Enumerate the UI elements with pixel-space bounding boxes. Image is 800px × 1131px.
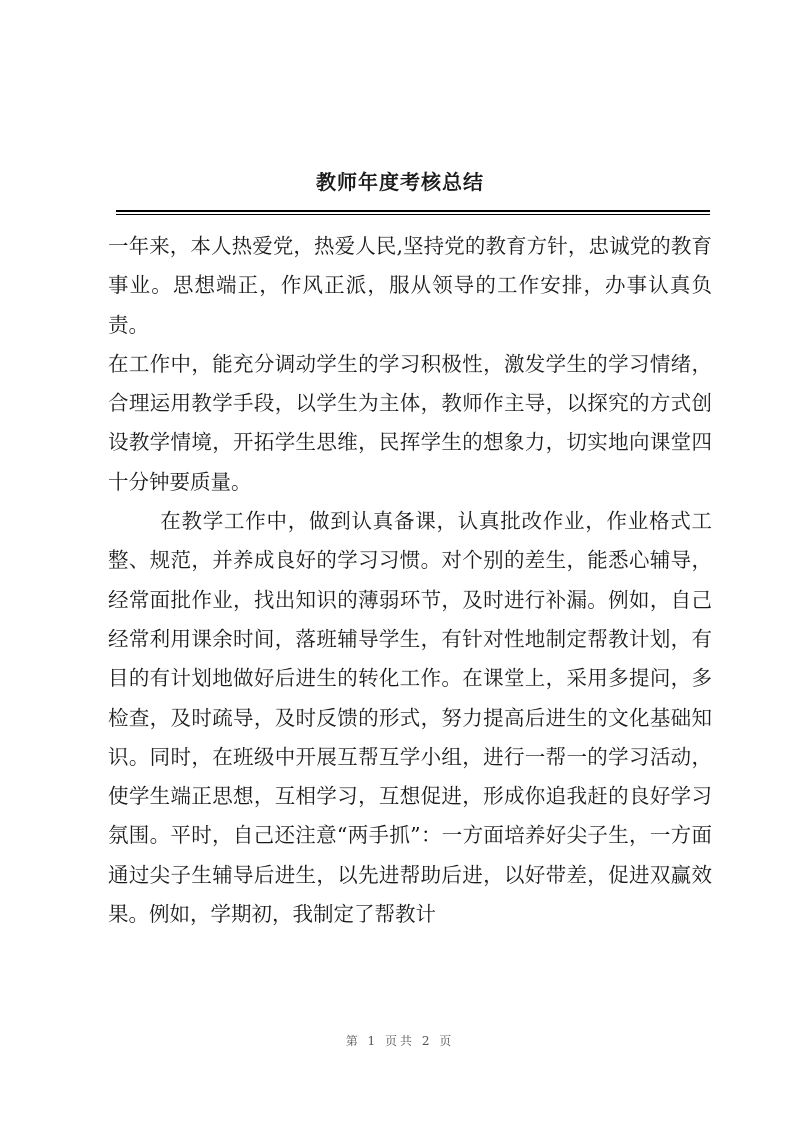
- paragraph-3: 在教学工作中，做到认真备课，认真批改作业，作业格式工整、规范，并养成良好的学习习惯。对个别的差生，能悉心辅导，经常面批作业，找出知识的薄弱环节，及时进行补漏。例如，自己经常利用课余时间，落班辅导学生，有针对性地制定帮教计划，有目的有计划地做好后进生的转化工作。在课堂上，采用多提问，多检查，及时疏导，及时反馈的形式，努力提高后进生的文化基础知识。同时，在班级中开展互帮互学小组，进行一帮一的学习活动，使学生端正思想，互相学习，互想促进，形成你追我赶的良好学习氛围。平时，自己还注意“两手抓”：一方面培养好尖子生，一方面通过尖子生辅导后进生，以先进帮助后进，以好带差，促进双赢效果。例如，学期初，我制定了帮教计: [108, 509, 712, 927]
- document-body: [108, 227, 712, 934]
- paragraph-1: 一年来，本人热爱党，热爱人民,坚持党的教育方针，忠诚党的教育事业。思想端正，作风正派，服从领导的工作安排，办事认真负责。: [108, 234, 712, 337]
- document-title: 教师年度考核总结: [316, 170, 484, 194]
- page-footer: 第 1 页共 2 页: [345, 1034, 455, 1048]
- title-divider-thick: [116, 210, 710, 212]
- title-divider-thin: [116, 214, 710, 215]
- paragraph-2: 在工作中，能充分调动学生的学习积极性，激发学生的学习情绪，合理运用教学手段，以学生为主体，教师作主导，以探究的方式创设教学情境，开拓学生思维，民挥学生的想象力，切实地向课堂四十分钟要质量。: [108, 351, 712, 494]
